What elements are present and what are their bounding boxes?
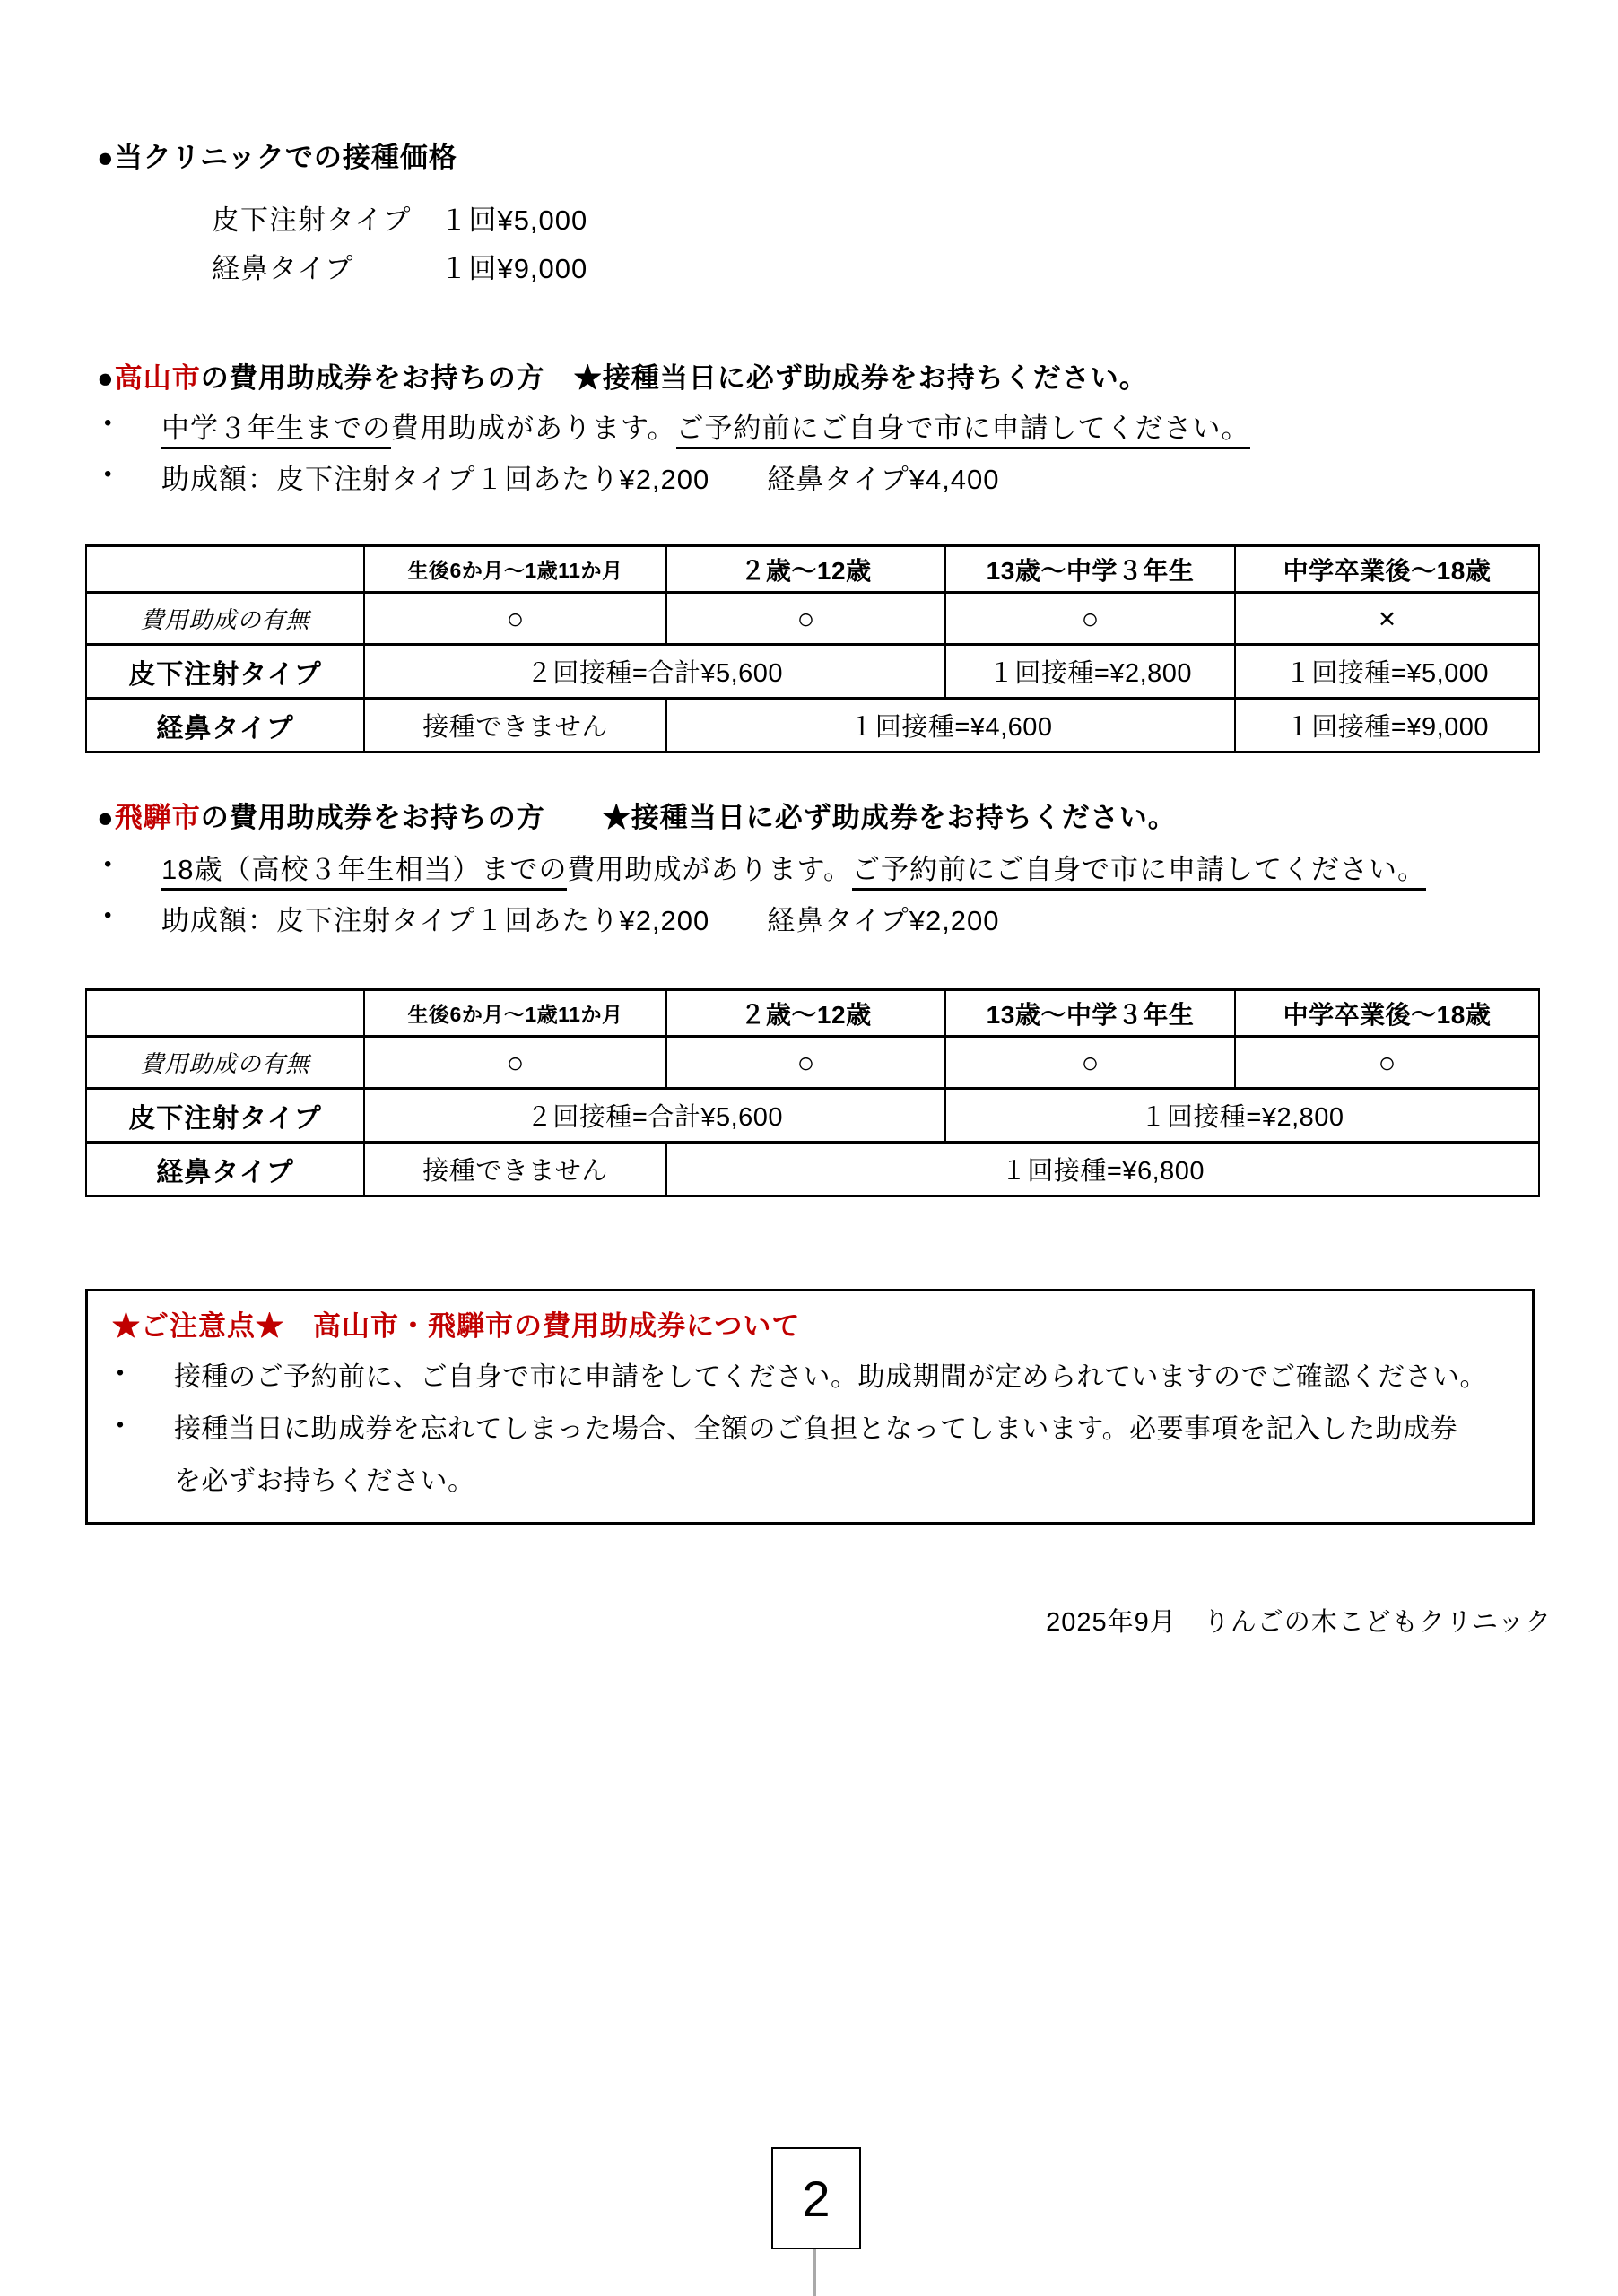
row-label: 費用助成の有無 — [86, 593, 364, 645]
heading-marker: ● — [97, 802, 115, 833]
hida-bullet-1-text — [161, 847, 1426, 887]
takayama-bullet-2-text: 助成額：皮下注射タイプ１回あたり¥2,200 経鼻タイプ¥4,400 — [161, 464, 1000, 495]
age-col-header: 13歳〜中学３年生 — [945, 990, 1235, 1037]
table-header-row — [86, 546, 1539, 593]
price-cell: １回接種=¥4,600 — [666, 699, 1235, 752]
subsidy-mark: ○ — [1235, 1037, 1539, 1089]
caution-bullet-2 — [117, 1406, 1457, 1446]
injection-type-row — [86, 1089, 1539, 1143]
table-corner-cell — [86, 546, 364, 593]
takayama-heading — [97, 355, 1148, 396]
age-col-header: 生後6か月〜1歳11か月 — [364, 546, 666, 593]
caution-bullet-2-continuation — [117, 1458, 475, 1498]
row-label: 経鼻タイプ — [86, 1143, 364, 1196]
heading-marker: ● — [97, 362, 115, 394]
takayama-subsidy-table — [85, 544, 1540, 753]
price-cell: １回接種=¥2,800 — [945, 645, 1235, 699]
subsidy-mark: ○ — [364, 593, 666, 645]
takayama-city-name: 高山市 — [114, 362, 201, 394]
subsidy-mark: ○ — [364, 1037, 666, 1089]
hida-city-name: 飛騨市 — [114, 802, 201, 833]
table-header-row — [86, 990, 1539, 1037]
takayama-heading-rest: の費用助成券をお持ちの方 ★接種当日に必ず助成券をお持ちください。 — [200, 362, 1148, 394]
subsidy-mark: ○ — [666, 593, 945, 645]
row-label: 費用助成の有無 — [86, 1037, 364, 1089]
caution-bullet-2-text: 接種当日に助成券を忘れてしまった場合、全額のご負担となってしまいます。必要事項を記入した助成券 — [174, 1414, 1458, 1444]
hida-subsidy-table — [85, 988, 1540, 1197]
price-line-injection: 皮下注射タイプ １回¥5,000 — [212, 204, 588, 236]
price-line-nasal: 経鼻タイプ １回¥9,000 — [212, 253, 588, 284]
price-cell: １回接種=¥5,000 — [1235, 645, 1539, 699]
price-cell: １回接種=¥6,800 — [666, 1143, 1539, 1196]
date-and-clinic-name: 2025年9月 りんごの木こどもクリニック — [1046, 1608, 1552, 1637]
hida-heading — [97, 795, 1177, 835]
plain-text: 費用助成があります。 — [391, 413, 676, 444]
row-label: 経鼻タイプ — [86, 699, 364, 752]
underlined-text: ご予約前にご自身で市に申請してください。 — [852, 854, 1426, 891]
underlined-text: ご予約前にご自身で市に申請してください。 — [676, 413, 1250, 449]
hida-bullet-2 — [104, 898, 1000, 938]
page-number-tail-line — [813, 2249, 816, 2296]
hida-heading-rest: の費用助成券をお持ちの方 ★接種当日に必ず助成券をお持ちください。 — [200, 802, 1177, 833]
price-cell: １回接種=¥9,000 — [1235, 699, 1539, 752]
caution-bullet-1-text: 接種のご予約前に、ご自身で市に申請をしてください。助成期間が定められていますのでご確認ください。 — [174, 1362, 1487, 1392]
age-col-header: 生後6か月〜1歳11か月 — [364, 990, 666, 1037]
subsidy-mark: ○ — [945, 593, 1235, 645]
age-col-header: ２歳〜12歳 — [666, 546, 945, 593]
clinic-price-heading: ●当クリニックでの接種価格 — [97, 142, 457, 173]
plain-text: 費用助成があります。 — [567, 854, 853, 885]
takayama-bullet-1 — [104, 405, 1250, 446]
subsidy-mark: ○ — [666, 1037, 945, 1089]
injection-type-row — [86, 645, 1539, 699]
caution-bullet-2-text-continued: を必ずお持ちください。 — [174, 1466, 475, 1496]
row-label: 皮下注射タイプ — [86, 1089, 364, 1143]
price-cell: 接種できません — [364, 1143, 666, 1196]
takayama-bullet-1-text — [161, 405, 1250, 446]
page-number-box — [771, 2147, 861, 2249]
subsidy-mark: ○ — [945, 1037, 1235, 1089]
caution-title: ★ご注意点★ 高山市・飛騨市の費用助成券について — [112, 1310, 801, 1342]
bullet-dot: • — [117, 1361, 125, 1384]
subsidy-availability-row — [86, 593, 1539, 645]
price-cell: ２回接種=合計¥5,600 — [364, 1089, 945, 1143]
price-cell: ２回接種=合計¥5,600 — [364, 645, 945, 699]
bullet-dot: • — [104, 411, 113, 435]
age-col-header: ２歳〜12歳 — [666, 990, 945, 1037]
bullet-dot: • — [104, 903, 113, 927]
hida-bullet-2-text: 助成額：皮下注射タイプ１回あたり¥2,200 経鼻タイプ¥2,200 — [161, 905, 1000, 936]
underlined-text: 中学３年生までの — [161, 413, 391, 449]
table-corner-cell — [86, 990, 364, 1037]
bullet-dot: • — [104, 462, 113, 486]
row-label: 皮下注射タイプ — [86, 645, 364, 699]
subsidy-availability-row — [86, 1037, 1539, 1089]
nasal-type-row — [86, 699, 1539, 752]
takayama-bullet-2 — [104, 457, 1000, 497]
caution-box — [85, 1289, 1535, 1525]
age-col-header: 中学卒業後〜18歳 — [1235, 990, 1539, 1037]
subsidy-mark: × — [1235, 593, 1539, 645]
hida-bullet-1 — [104, 847, 1426, 887]
nasal-type-row — [86, 1143, 1539, 1196]
bullet-dot: • — [104, 852, 113, 876]
bullet-dot: • — [117, 1413, 125, 1436]
caution-bullet-1 — [117, 1354, 1487, 1394]
page-number: 2 — [802, 2170, 831, 2227]
age-col-header: 13歳〜中学３年生 — [945, 546, 1235, 593]
age-col-header: 中学卒業後〜18歳 — [1235, 546, 1539, 593]
price-cell: １回接種=¥2,800 — [945, 1089, 1539, 1143]
underlined-text: 18歳（高校３年生相当）までの — [161, 854, 567, 891]
price-cell: 接種できません — [364, 699, 666, 752]
